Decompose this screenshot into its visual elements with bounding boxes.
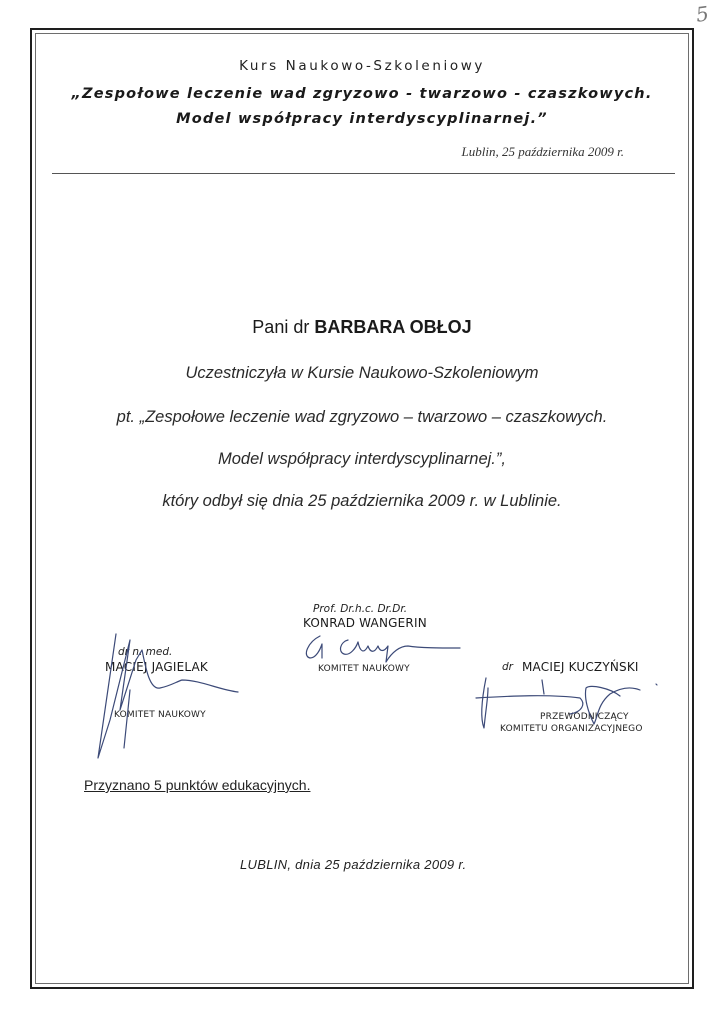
body-line-2: pt. „Zespołowe leczenie wad zgryzowo – twarzowo – czaszkowych. — [116, 408, 608, 426]
signatory-role-line-1: PRZEWODNICZĄCY — [540, 712, 629, 722]
recipient-prefix: Pani dr — [252, 317, 310, 337]
recipient — [0, 317, 724, 338]
header-place-date: Lublin, 25 października 2009 r. — [461, 144, 624, 159]
course-title-line-2: Model współpracy interdyscyplinarnej.” — [176, 111, 548, 127]
signatory-title: dr — [502, 661, 513, 673]
education-points-note: Przyznano 5 punktów edukacyjnych. — [84, 777, 311, 793]
recipient-name: BARBARA OBŁOJ — [314, 317, 472, 337]
closing-place-date: LUBLIN, dnia 25 października 2009 r. — [240, 857, 467, 872]
signatory-name: MACIEJ JAGIELAK — [105, 660, 208, 674]
course-title-line-1: „Zespołowe leczenie wad zgryzowo - twarzowo - czaszkowych. — [71, 86, 653, 102]
body-line-3: Model współpracy interdyscyplinarnej.”, — [218, 450, 506, 468]
signature-jagielak — [90, 630, 250, 770]
handwritten-page-number: 5 — [694, 1, 711, 27]
header-divider — [52, 173, 675, 174]
signatory-role: KOMITET NAUKOWY — [114, 710, 206, 720]
body-line-4: który odbył się dnia 25 października 2009 r. w Lublinie. — [162, 492, 562, 510]
signature-kuczynski — [470, 668, 670, 738]
signatory-title: Prof. Dr.h.c. Dr.Dr. — [313, 603, 408, 615]
signatory-role-line-2: KOMITETU ORGANIZACYJNEGO — [500, 724, 643, 734]
signatory-name: KONRAD WANGERIN — [303, 616, 427, 630]
signatory-role: KOMITET NAUKOWY — [318, 664, 410, 674]
body-line-1: Uczestniczyła w Kursie Naukowo-Szkoleniowym — [185, 364, 539, 382]
signatory-name: MACIEJ KUCZYŃSKI — [522, 660, 639, 674]
signatory-title: dr n. med. — [118, 646, 173, 658]
course-type: Kurs Naukowo-Szkoleniowy — [239, 58, 485, 74]
signature-wangerin — [300, 628, 470, 668]
